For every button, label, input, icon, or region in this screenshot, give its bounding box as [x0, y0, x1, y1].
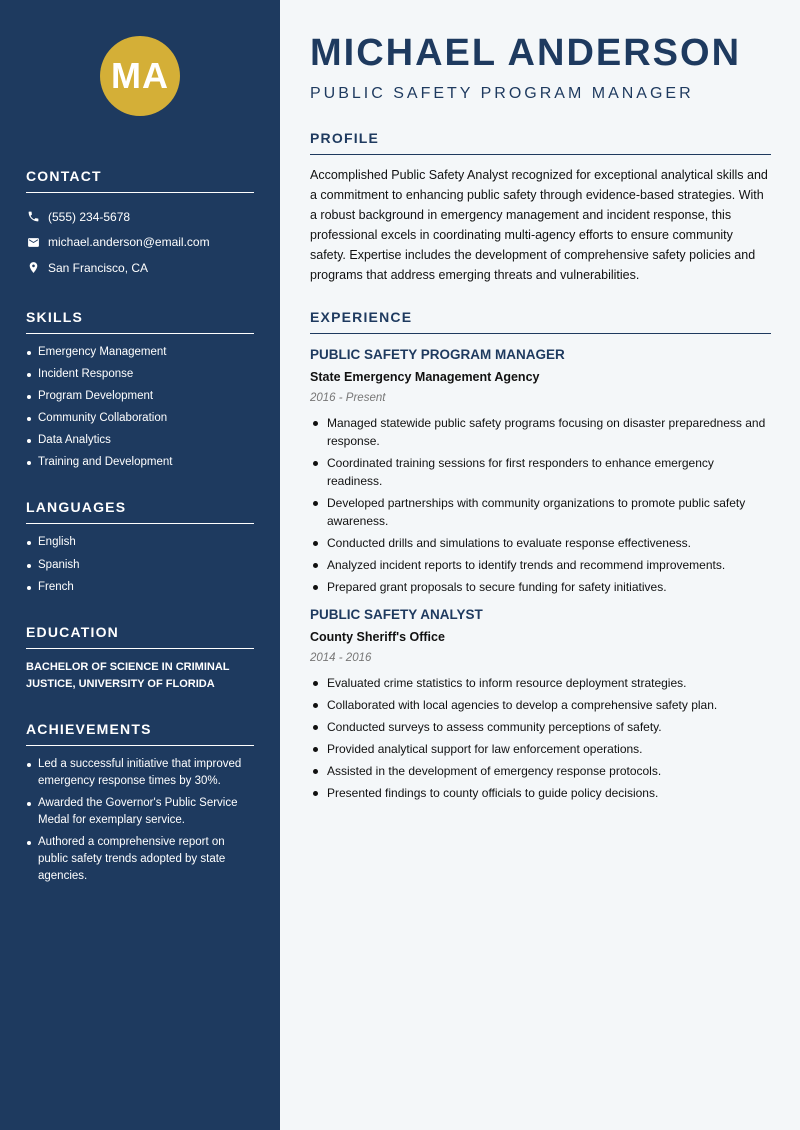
- contact-heading: CONTACT: [26, 168, 254, 193]
- main-content: [280, 0, 800, 1130]
- duty-item: Collaborated with local agencies to develop a comprehensive safety plan.: [310, 696, 771, 714]
- skills-list: [26, 344, 254, 472]
- sidebar: [0, 0, 280, 1130]
- duty-item: Analyzed incident reports to identify trends and recommend improvements.: [310, 556, 771, 574]
- email-icon: [26, 235, 40, 249]
- job-entry: [310, 606, 771, 802]
- skill-item: Data Analytics: [26, 432, 254, 449]
- duty-item: Prepared grant proposals to secure funding for safety initiatives.: [310, 578, 771, 596]
- languages-heading: LANGUAGES: [26, 499, 254, 524]
- skill-item: Program Development: [26, 388, 254, 405]
- candidate-name: MICHAEL ANDERSON: [310, 32, 742, 74]
- profile-heading: PROFILE: [310, 130, 771, 155]
- achievement-item: Awarded the Governor's Public Service Medal for exemplary service.: [26, 795, 254, 829]
- skills-section: [26, 309, 254, 472]
- skill-item: Community Collaboration: [26, 410, 254, 427]
- education-heading: EDUCATION: [26, 624, 254, 649]
- duty-item: Coordinated training sessions for first responders to enhance emergency readiness.: [310, 454, 771, 490]
- location-pin-icon: [26, 261, 40, 275]
- avatar: MA: [100, 36, 180, 116]
- duty-item: Evaluated crime statistics to inform resource deployment strategies.: [310, 674, 771, 692]
- achievements-section: [26, 721, 254, 885]
- language-item: French: [26, 579, 254, 596]
- job-title: PUBLIC SAFETY ANALYST: [310, 607, 483, 622]
- job-entry: [310, 346, 771, 596]
- location-text: San Francisco, CA: [48, 260, 149, 275]
- achievement-item: Led a successful initiative that improved emergency response times by 30%.: [26, 756, 254, 790]
- email-text: michael.anderson@email.com: [48, 235, 210, 250]
- duty-item: Developed partnerships with community organizations to promote public safety awareness.: [310, 494, 771, 530]
- duty-item: Provided analytical support for law enforcement operations.: [310, 740, 771, 758]
- achievements-heading: ACHIEVEMENTS: [26, 721, 254, 746]
- experience-heading: EXPERIENCE: [310, 309, 771, 334]
- skill-item: Emergency Management: [26, 344, 254, 361]
- profile-text: Accomplished Public Safety Analyst recognized for exceptional analytical skills and a commitment to enhancing public safety through evidence-based strategies. With a robust background in emergency management and incident response, this professional excels in coordinating multi-agency efforts to ensure community safety. Expertise includes the development of comprehensive safety policies and programs that address emerging threats and vulnerabilities.: [310, 168, 768, 282]
- job-dates: 2014 - 2016: [310, 652, 372, 664]
- job-duties: [310, 674, 771, 802]
- contact-location: [26, 255, 254, 281]
- contact-list: [26, 204, 254, 281]
- skills-heading: SKILLS: [26, 309, 254, 334]
- job-dates: 2016 - Present: [310, 392, 386, 404]
- duty-item: Conducted surveys to assess community perceptions of safety.: [310, 718, 771, 736]
- language-item: Spanish: [26, 557, 254, 574]
- job-company: County Sheriff's Office: [310, 630, 445, 644]
- job-company: State Emergency Management Agency: [310, 370, 540, 384]
- duty-item: Conducted drills and simulations to evaluate response effectiveness.: [310, 534, 771, 552]
- duty-item: Presented findings to county officials to guide policy decisions.: [310, 784, 771, 802]
- languages-list: [26, 534, 254, 595]
- job-duties: [310, 414, 771, 596]
- education-degree: BACHELOR OF SCIENCE IN CRIMINAL JUSTICE, UNIVERSITY OF FLORIDA: [26, 660, 230, 690]
- contact-email: [26, 230, 254, 256]
- candidate-title: PUBLIC SAFETY PROGRAM MANAGER: [310, 85, 694, 102]
- duty-item: Managed statewide public safety programs focusing on disaster preparedness and response.: [310, 414, 771, 450]
- languages-section: [26, 499, 254, 595]
- contact-phone: [26, 204, 254, 230]
- duty-item: Assisted in the development of emergency response protocols.: [310, 762, 771, 780]
- skill-item: Training and Development: [26, 454, 254, 471]
- achievements-list: [26, 756, 254, 885]
- phone-text: (555) 234-5678: [48, 209, 131, 224]
- phone-icon: [26, 210, 40, 224]
- language-item: English: [26, 534, 254, 551]
- skill-item: Incident Response: [26, 366, 254, 383]
- education-section: [26, 624, 254, 693]
- job-title: PUBLIC SAFETY PROGRAM MANAGER: [310, 347, 565, 362]
- achievement-item: Authored a comprehensive report on public safety trends adopted by state agencies.: [26, 834, 254, 885]
